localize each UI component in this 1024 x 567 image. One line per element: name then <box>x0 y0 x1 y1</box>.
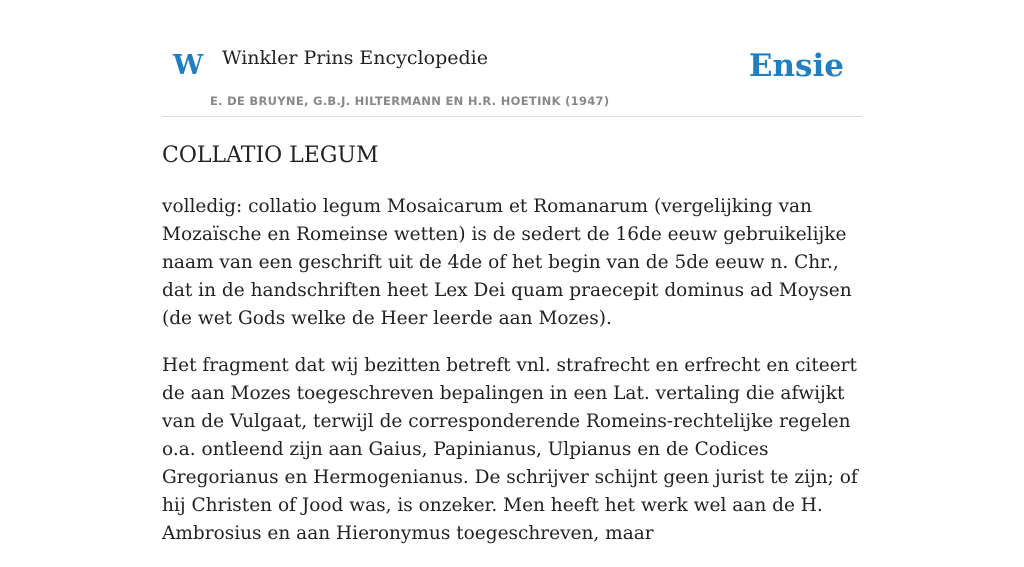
ensie-brand-link[interactable]: Ensie <box>748 48 844 84</box>
site-header <box>162 0 862 117</box>
article-body <box>162 193 862 548</box>
article-paragraph: volledig: collatio legum Mosaicarum et Romanarum (vergelijking van Mozaïsche en Romeinse wetten) is de sedert de 16de eeuw gebruikelijke naam van een geschrift uit de 4de of het begin van de 5de eeuw n. Chr., dat in de handschriften heet Lex Dei quam praecepit dominus ad Moysen (de wet Gods welke de Heer leerde aan Mozes). <box>162 196 852 329</box>
entry-title: COLLATIO LEGUM <box>162 143 379 168</box>
publication-logo[interactable]: W <box>173 50 204 81</box>
page <box>162 0 862 567</box>
authors-byline: E. DE BRUYNE, G.B.J. HILTERMANN EN H.R. HOETINK (1947) <box>210 94 610 108</box>
publication-title[interactable]: Winkler Prins Encyclopedie <box>222 47 488 69</box>
article-paragraph: Het fragment dat wij bezitten betreft vnl. strafrecht en erfrecht en citeert de aan Mozes toegeschreven bepalingen in een Lat. vertaling die afwijkt van de Vulgaat, terwijl de corresponderende Romeins-rechtelijke regelen o.a. ontleend zijn aan Gaius, Papinianus, Ulpianus en de Codices Gregorianus en Hermogenianus. De schrijver schijnt geen jurist te zijn; of hij Christen of Jood was, is onzeker. Men heeft het werk wel aan de H. Ambrosius en aan Hieronymus toegeschreven, maar <box>162 355 858 544</box>
